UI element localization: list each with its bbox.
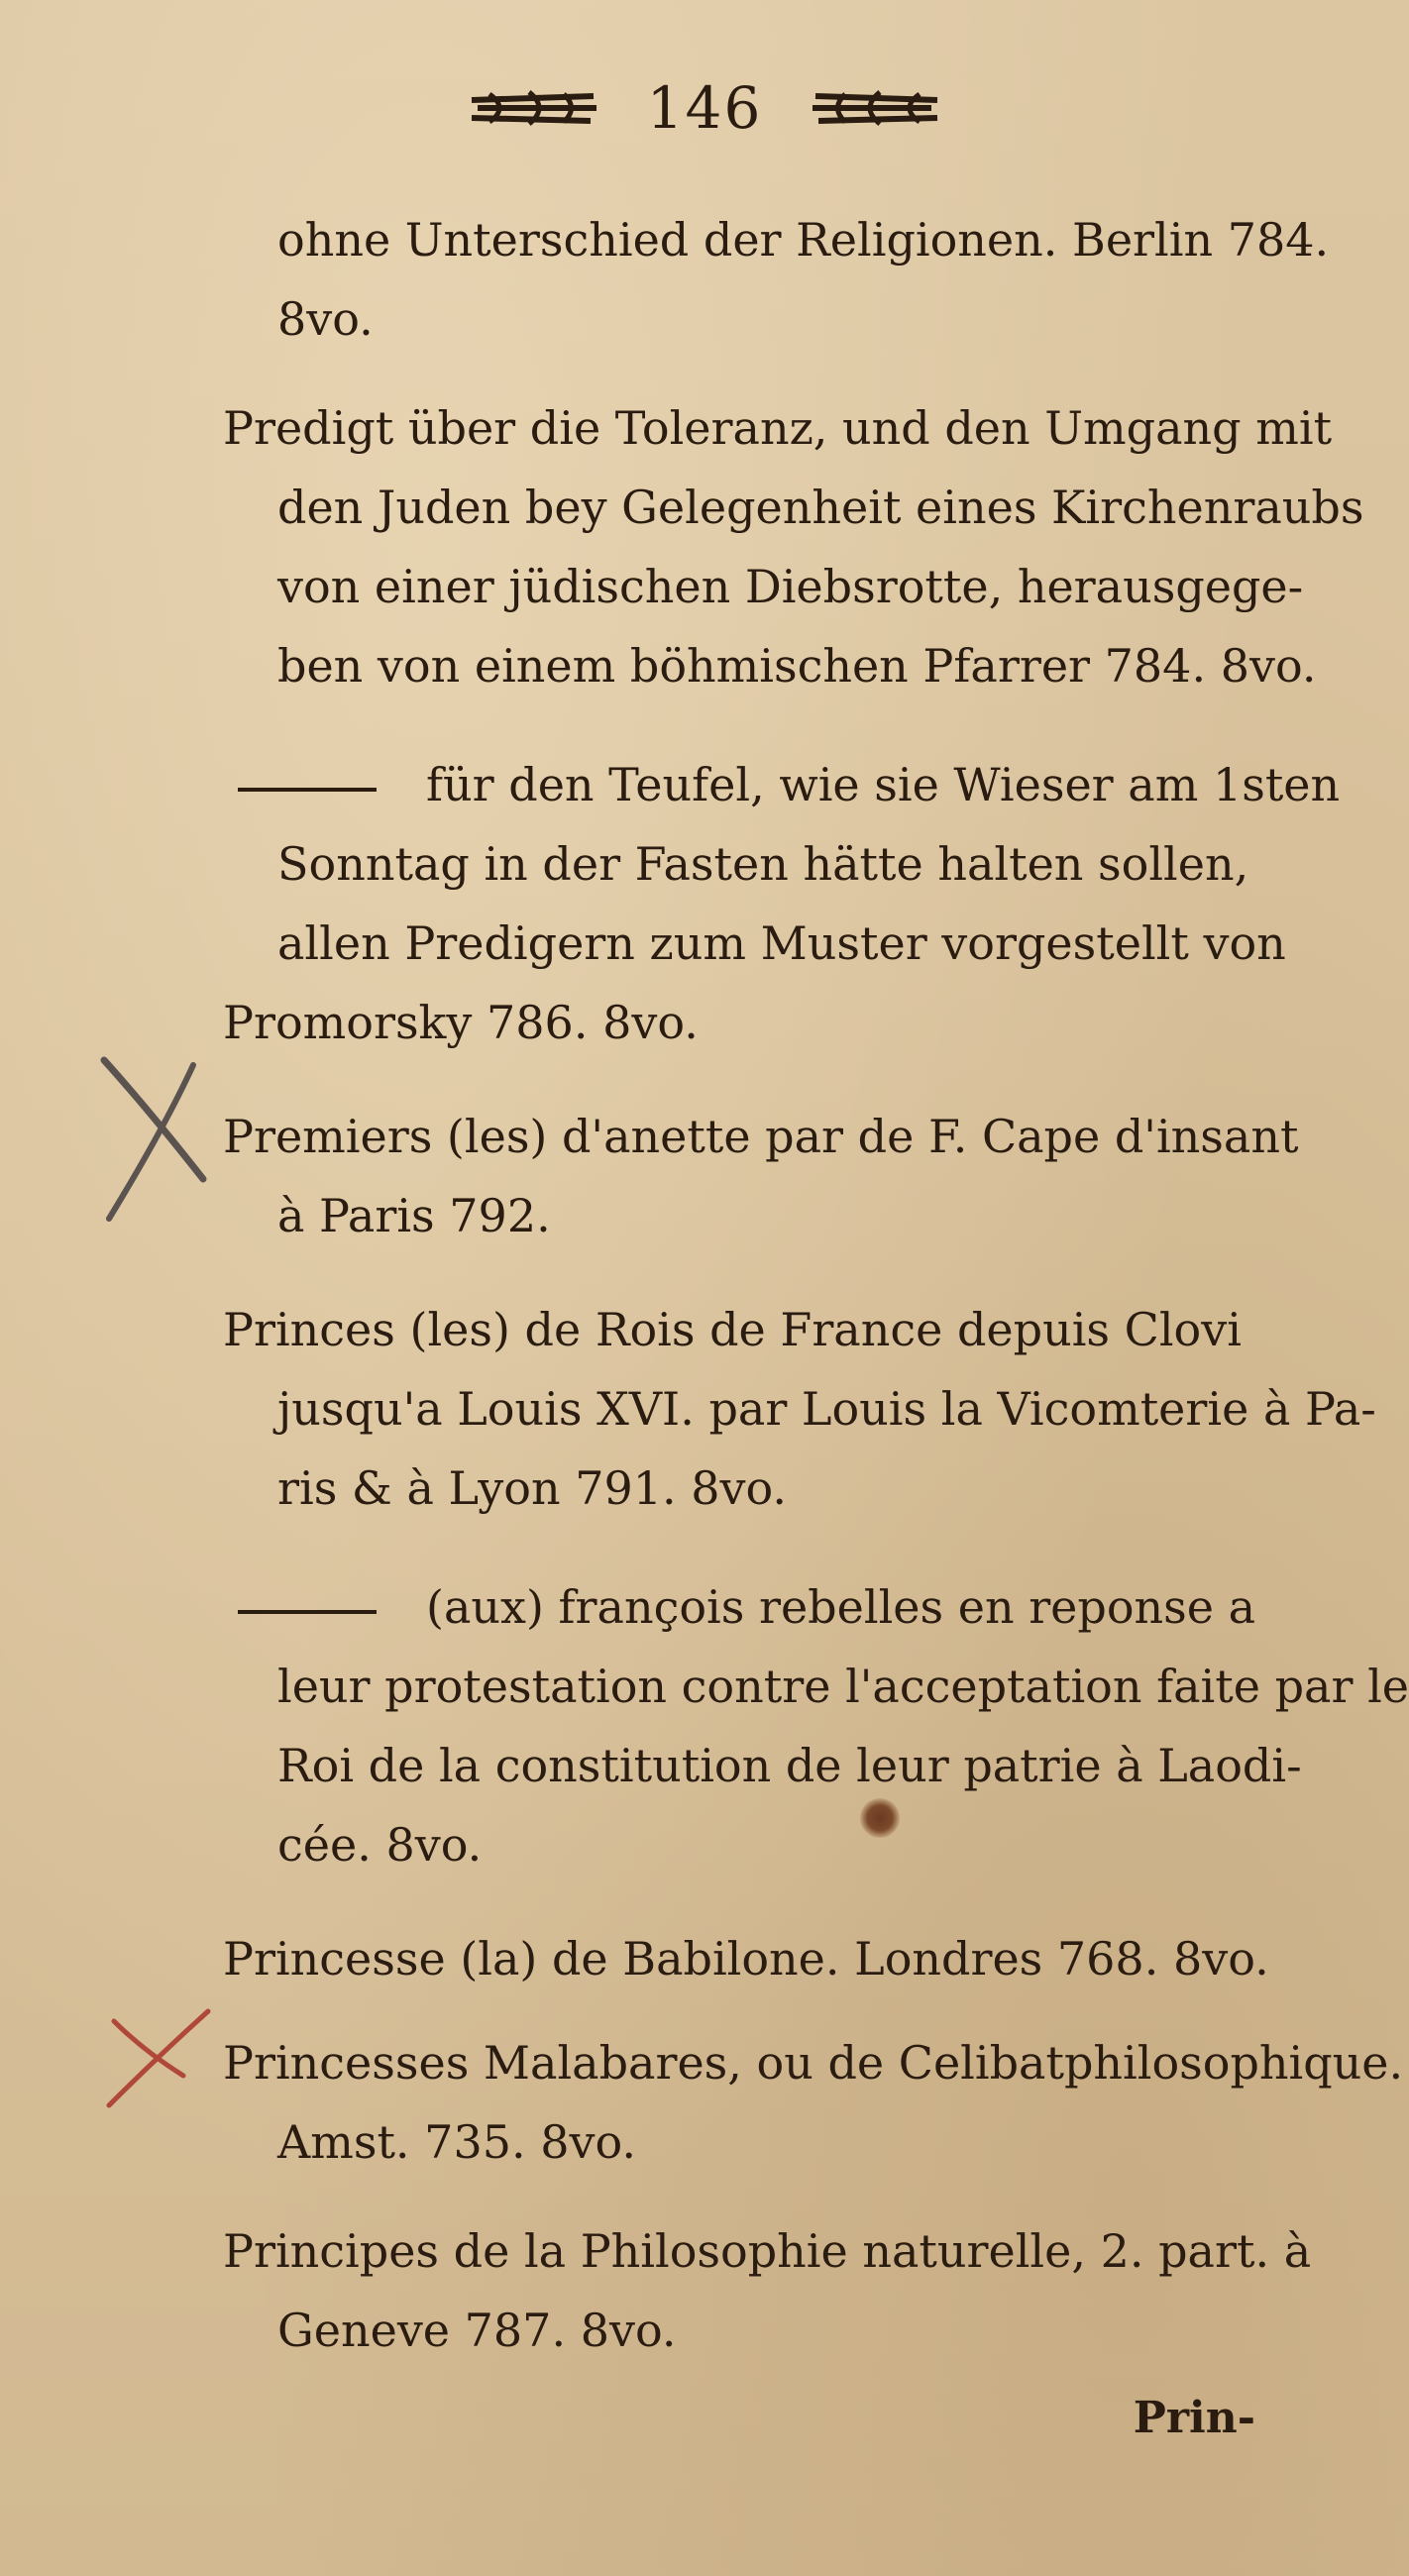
ditto-dash	[238, 788, 377, 792]
catchword: Prin-	[1133, 2393, 1255, 2443]
entry-line: ben von einem böhmischen Pfarrer 784. 8vo.	[277, 639, 1317, 693]
entry-line: den Juden bey Gelegenheit eines Kirchenraubs	[277, 481, 1364, 534]
entry-line: cée. 8vo.	[277, 1818, 483, 1872]
entry-line: Geneve 787. 8vo.	[277, 2304, 677, 2357]
entry-line: allen Predigern zum Muster vorgestellt von	[277, 916, 1286, 970]
entry-line: Roi de la constitution de leur patrie à Laodi-	[277, 1739, 1302, 1792]
entry-headline: Predigt über die Toleranz, und den Umgang mit	[223, 401, 1333, 455]
entry-line: à Paris 792.	[277, 1189, 551, 1242]
entry-line: von einer jüdischen Diebsrotte, herausgege-	[277, 560, 1304, 613]
entry-line: Promorsky 786. 8vo.	[223, 996, 699, 1049]
entry-line: Amst. 735. 8vo.	[277, 2115, 636, 2169]
entry-headline: Principes de la Philosophie naturelle, 2. part. à	[223, 2224, 1312, 2278]
entry-line: Sonntag in der Fasten hätte halten sollen,	[277, 837, 1249, 891]
entry-line: 8vo.	[277, 292, 374, 346]
entry-headline: Princes (les) de Rois de France depuis Clovi	[223, 1303, 1242, 1356]
entry-headline: Princesse (la) de Babilone. Londres 768. 8vo.	[223, 1932, 1269, 1986]
left-ornament	[470, 88, 598, 128]
red-cross-mark	[99, 2006, 213, 2115]
entry-line: jusqu'a Louis XVI. par Louis la Vicomterie à Pa-	[277, 1382, 1376, 1436]
page-number: 146	[646, 73, 763, 142]
entry-headline: Premiers (les) d'anette par de F. Cape d'insant	[223, 1110, 1299, 1163]
ditto-dash	[238, 1610, 377, 1614]
entry-headline: für den Teufel, wie sie Wieser am 1sten	[426, 758, 1341, 811]
entry-line: ris & à Lyon 791. 8vo.	[277, 1461, 788, 1515]
entry-line: leur protestation contre l'acceptation faite par le	[277, 1660, 1409, 1713]
entry-headline: (aux) françois rebelles en reponse a	[426, 1580, 1256, 1634]
entry-line: ohne Unterschied der Religionen. Berlin 784.	[277, 213, 1330, 267]
page-header	[0, 69, 1409, 142]
entry-headline: Princesses Malabares, ou de Celibatphilosophique.	[223, 2036, 1404, 2090]
pencil-cross-mark	[94, 1040, 213, 1229]
ink-stain	[860, 1798, 900, 1838]
right-ornament	[811, 88, 939, 128]
